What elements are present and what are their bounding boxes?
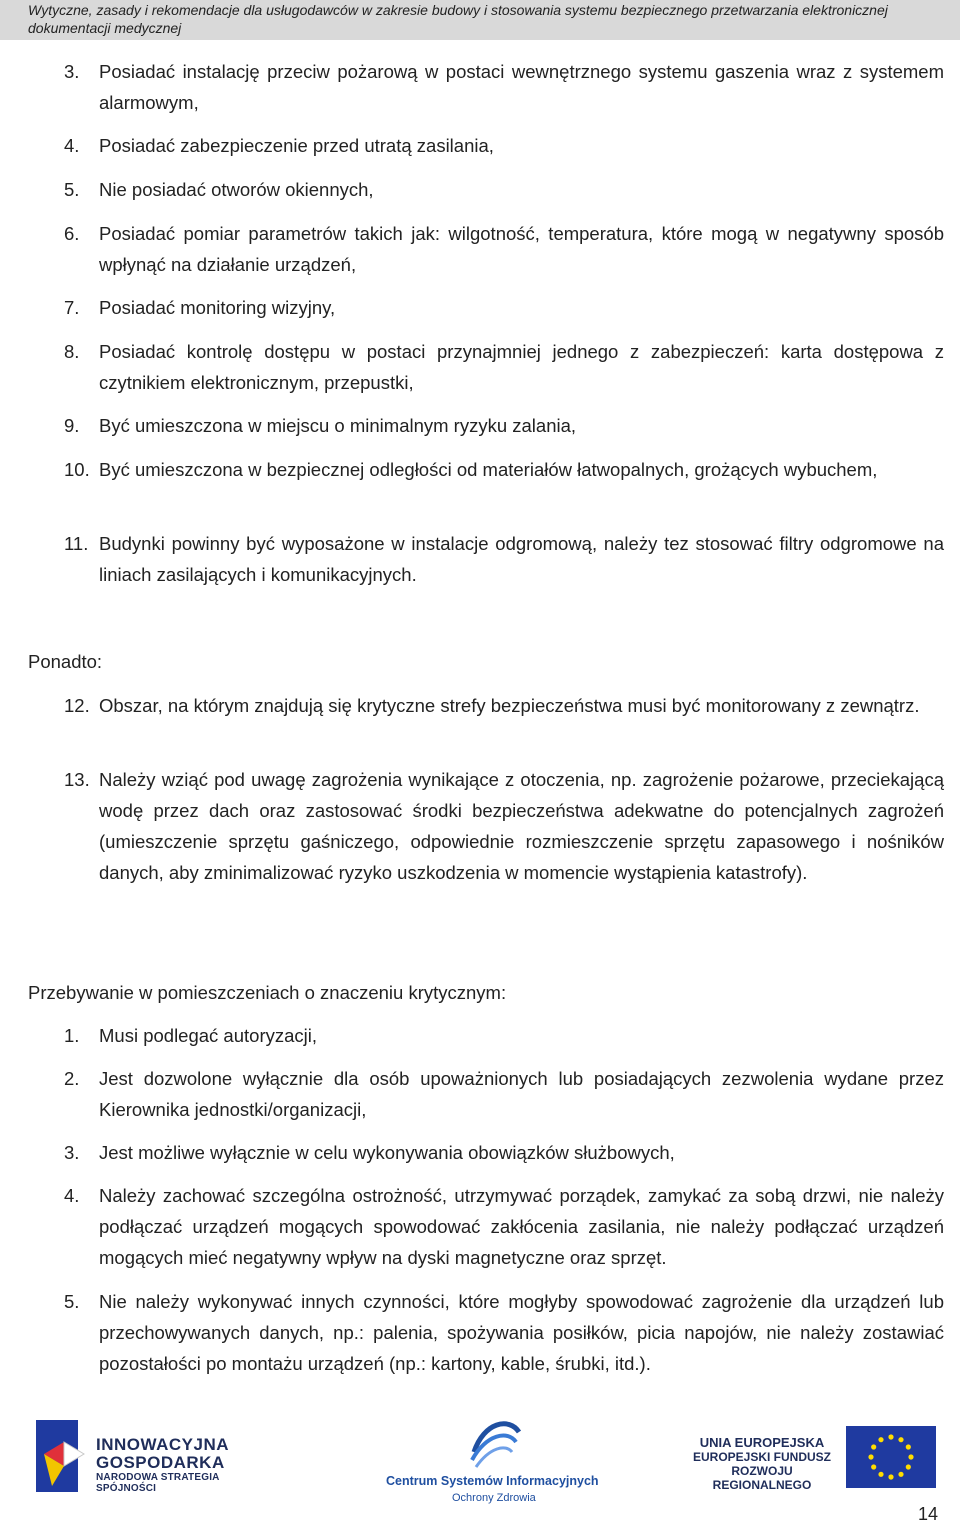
eu-star-icon — [868, 1454, 873, 1459]
list-item-number: 8. — [64, 341, 80, 362]
list-item-text: Obszar, na którym znajdują się krytyczne strefy bezpieczeństwa musi być monitorowany z zewnątrz. — [99, 695, 920, 716]
eu-star-icon — [871, 1444, 876, 1449]
list-item-text: Posiadać zabezpieczenie przed utratą zasilania, — [99, 135, 494, 156]
list-item — [64, 336, 944, 398]
section-label-ponadto: Ponadto: — [28, 651, 103, 672]
list-item — [64, 174, 944, 205]
list-item-text: Budynki powinny być wyposażone w instalacje odgromową, należy tez stosować filtry odgromowe na liniach zasilających i komunikacyjnych. — [99, 533, 944, 585]
list-item-number: 12. — [64, 695, 90, 716]
list-item — [64, 764, 944, 888]
list-item-text: Musi podlegać autoryzacji, — [99, 1025, 317, 1046]
eu-star-icon — [888, 1434, 893, 1439]
list-item-number: 6. — [64, 223, 80, 244]
list-item-text: Nie należy wykonywać innych czynności, które mogłyby spowodować zagrożenie dla urządzeń lub przechowywanych danych, np.: palenia, spożywania posiłków, picia napojów, nie należy zostawiać pozostałości po montażu urządzeń (np.: kartony, kable, śrubki, itd.). — [99, 1291, 944, 1374]
header-title-line2: dokumentacji medycznej — [28, 20, 182, 36]
eu-star-icon — [878, 1472, 883, 1477]
logo-right-text: UNIA EUROPEJSKA EUROPEJSKI FUNDUSZ ROZWOJU REGIONALNEGO — [692, 1435, 832, 1492]
eu-star-icon — [906, 1464, 911, 1469]
list-item — [64, 56, 944, 118]
list-item-text: Posiadać instalację przeciw pożarową w postaci wewnętrznego systemu gaszenia wraz z systemem alarmowym, — [99, 61, 944, 113]
list-item — [64, 218, 944, 280]
list-item-text: Posiadać kontrolę dostępu w postaci przynajmniej jednego z zabezpieczeń: karta dostępowa z czytnikiem elektronicznym, przepustki, — [99, 341, 944, 393]
list-item — [64, 1180, 944, 1273]
list-item-number: 11. — [64, 533, 89, 554]
list-item-number: 10. — [64, 459, 90, 480]
list-item-text: Należy wziąć pod uwagę zagrożenia wynikające z otoczenia, np. zagrożenie pożarowe, przeciekającą wodę przez dach oraz zastosować środki bezpieczeństwa adekwatne do potencjalnych zagrożeń (umieszczenie sprzętu gaśniczego, odpowiednie rozmieszczenie sprzętu zapasowego i nośników danych, aby zminimalizować ryzyko uszkodzenia w momencie wystąpienia katastrofy). — [99, 769, 944, 883]
page-number: 14 — [918, 1504, 939, 1524]
list-item-number: 4. — [64, 135, 80, 156]
list-item-number: 5. — [64, 1291, 80, 1312]
list-item — [64, 454, 944, 485]
list-item — [64, 1020, 944, 1051]
list-item — [64, 1137, 944, 1168]
list-item-number: 5. — [64, 179, 80, 200]
list-item-number: 13. — [64, 769, 90, 790]
list-item — [64, 410, 944, 441]
eu-star-icon — [878, 1437, 883, 1442]
eu-star-icon — [898, 1472, 903, 1477]
list-item-number: 9. — [64, 415, 80, 436]
list-item-text: Nie posiadać otworów okiennych, — [99, 179, 374, 200]
eu-star-icon — [888, 1474, 893, 1479]
list-item — [64, 690, 944, 721]
list-item — [64, 528, 944, 590]
list-item-text: Należy zachować szczególna ostrożność, utrzymywać porządek, zamykać za sobą drzwi, nie należy podłączać urządzeń mogących spowodować zakłócenia zasilania, nie należy podłączać urządzeń mogących mieć negatywny wpływ na dyski magnetyczne oraz sprzęt. — [99, 1185, 944, 1268]
logo-left-title: INNOWACYJNA GOSPODARKA — [96, 1435, 230, 1472]
list-item — [64, 1286, 944, 1379]
section-label-przebywanie: Przebywanie w pomieszczeniach o znaczeniu krytycznym: — [28, 982, 507, 1003]
eu-star-icon — [871, 1464, 876, 1469]
list-item-text: Posiadać pomiar parametrów takich jak: wilgotność, temperatura, które mogą w negatywny sposób wpłynąć na działanie urządzeń, — [99, 223, 944, 275]
list-item-number: 2. — [64, 1068, 80, 1089]
eu-star-icon — [898, 1437, 903, 1442]
list-item — [64, 1063, 944, 1125]
logo-center-subtitle: Ochrony Zdrowia — [452, 1492, 536, 1504]
list-item-text: Być umieszczona w miejscu o minimalnym ryzyku zalania, — [99, 415, 577, 436]
eu-star-icon — [908, 1454, 913, 1459]
csioz-logo — [384, 1412, 604, 1504]
list-item-text: Jest możliwe wyłącznie w celu wykonywania obowiązków służbowych, — [99, 1142, 675, 1163]
list-item-number: 1. — [64, 1025, 80, 1046]
list-item-text: Być umieszczona w bezpiecznej odległości od materiałów łatwopalnych, grożących wybuchem, — [99, 459, 878, 480]
list-item-number: 4. — [64, 1185, 80, 1206]
list-item-number: 7. — [64, 297, 80, 318]
header-title-line1: Wytyczne, zasady i rekomendacje dla usługodawców w zakresie budowy i stosowania systemu bezpiecznego przetwarzania elektronicznej — [28, 2, 888, 18]
eu-star-icon — [906, 1444, 911, 1449]
eu-flag-icon — [846, 1426, 936, 1488]
list-item — [64, 130, 944, 161]
list-item-number: 3. — [64, 1142, 80, 1163]
logo-center-title: Centrum Systemów Informacyjnych — [386, 1474, 599, 1488]
innowacyjna-gospodarka-emblem-icon — [36, 1420, 92, 1492]
innowacyjna-gospodarka-logo — [36, 1416, 266, 1498]
running-header — [0, 0, 960, 40]
csioz-swirl-icon — [464, 1412, 524, 1472]
list-item-number: 3. — [64, 61, 80, 82]
eu-fund-logo — [682, 1426, 942, 1492]
list-item-text: Posiadać monitoring wizyjny, — [99, 297, 336, 318]
list-item-text: Jest dozwolone wyłącznie dla osób upoważnionych lub posiadających zezwolenia wydane przez Kierownika jednostki/organizacji, — [99, 1068, 944, 1120]
logo-left-subtitle: NARODOWA STRATEGIA SPÓJNOŚCI — [96, 1472, 220, 1494]
list-item — [64, 292, 944, 323]
